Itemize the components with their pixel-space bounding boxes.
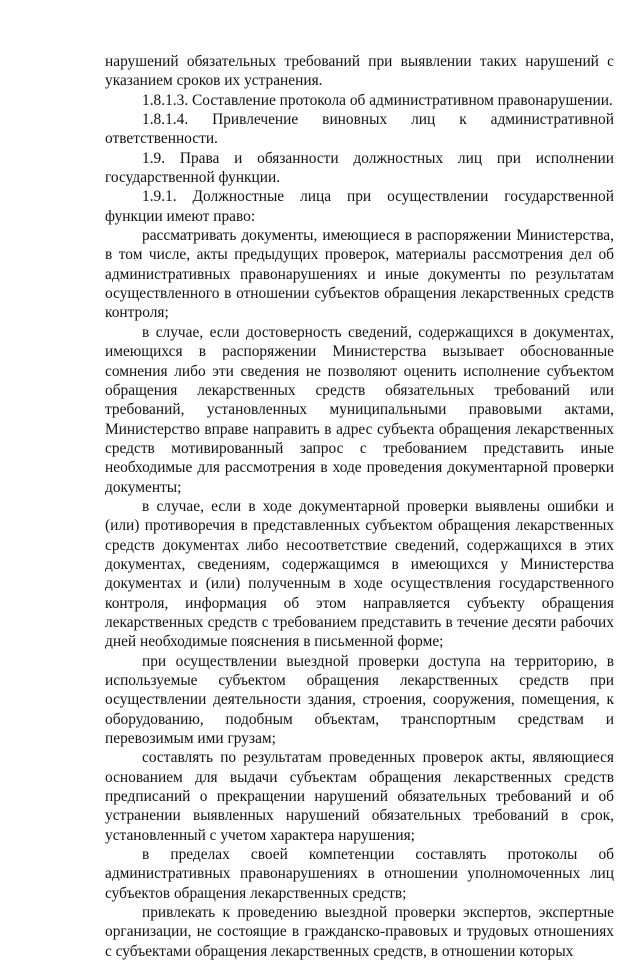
paragraph-continuation: нарушений обязательных требований при выявлении таких нарушений с указанием сроков их устранения.	[105, 53, 614, 90]
paragraph-1-9: 1.9. Права и обязанности должностных лиц при исполнении государственной функции.	[105, 149, 614, 187]
paragraph-1-9-1: 1.9.1. Должностные лица при осуществлении государственной функции имеют право:	[105, 188, 614, 225]
paragraph-1-8-1-4: 1.8.1.4. Привлечение виновных лиц к административной ответственности.	[105, 111, 614, 148]
paragraph-1-8-1-3: 1.8.1.3. Составление протокола об административном правонарушении.	[142, 91, 613, 109]
paragraph-draw-up-acts: составлять по результатам проведенных проверок акты, являющиеся основанием для выдачи субъектам обращения лекарственных средств предписаний о прекращении нарушений обязательных требований и об устранении выявленных нарушений обязательных требований в срок, установленный с учетом характера нарушения;	[105, 749, 614, 844]
paragraph-reliability-request: в случае, если достоверность сведений, содержащихся в документах, имеющихся в распоряжении Министерства вызывает обоснованные сомнения либо эти сведения не позволяют оценить исполнение субъектом обращения лекарственных средств обязательных требований или требований, установленных муниципальными правовыми актами, Министерство вправе направить в адрес субъекта обращения лекарственных средств мотивированный запрос с требованием представить иные необходимые для рассмотрения в ходе проведения документарной проверки документы;	[105, 323, 614, 496]
paragraph-errors-contradictions: в случае, если в ходе документарной проверки выявлены ошибки и (или) противоречия в представленных субъектом обращения лекарственных средств документах либо несоответствие сведений, содержащихся в этих документах, сведениям, содержащимся в имеющихся у Министерства документах и (или) полученным в ходе осуществления государственного контроля, информация об этом направляется субъекту обращения лекарственных средств с требованием представить в течение десяти рабочих дней необходимые пояснения в письменной форме;	[105, 497, 614, 651]
paragraph-involve-experts: привлекать к проведению выездной проверки экспертов, экспертные организации, не состоящие в гражданско-правовых и трудовых отношениях с субъектами обращения лекарственных средств, в отношении которых	[105, 904, 614, 960]
paragraph-onsite-access: при осуществлении выездной проверки доступа на территорию, в используемые субъектом обращения лекарственных средств при осуществлении деятельности здания, строения, сооружения, помещения, к оборудованию, подобным объектам, транспортным средствам и перевозимым ими грузам;	[105, 652, 614, 748]
paragraph-protocols: в пределах своей компетенции составлять протоколы об административных правонарушениях в отношении уполномоченных лиц субъектов обращения лекарственных средств;	[105, 846, 614, 902]
paragraph-review-documents: рассматривать документы, имеющиеся в распоряжении Министерства, в том числе, акты предыдущих проверок, материалы рассмотрения дел об административных правонарушениях и иные документы по результатам осуществленного в отношении субъектов обращения лекарственных средств контроля;	[105, 227, 614, 322]
